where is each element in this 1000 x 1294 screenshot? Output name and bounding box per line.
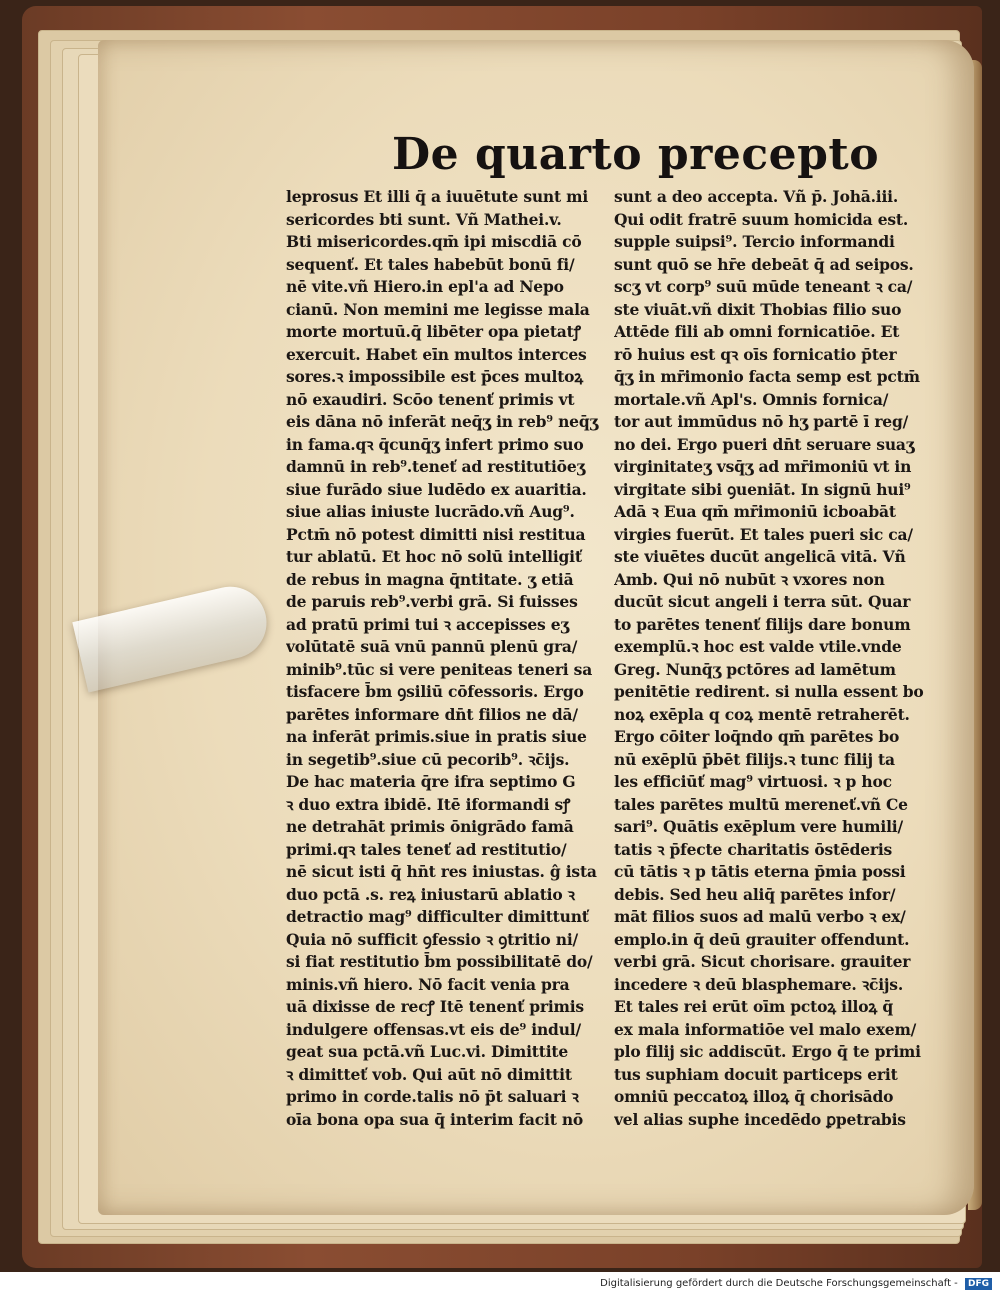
text-line: exemplū.ꝛ hoc est valde vtile.vnde	[614, 637, 902, 656]
text-line: noꝝ exēpla q coꝝ mentē retraherēt.	[614, 704, 910, 724]
text-line: ste viuētes ducūt angelicā vitā. Vñ	[614, 547, 906, 566]
text-line: sores.ꝛ impossibile est p̄ces multoꝝ	[286, 367, 584, 386]
text-line: vel alias suphe incedēdo ꝑpetrabis	[614, 1109, 906, 1129]
text-line: ne detrahāt primis ōnigrādo famā	[286, 817, 574, 836]
footer-credit	[600, 1274, 992, 1294]
text-line: De hac materia q̄re ifra septimo G	[286, 772, 576, 791]
text-line: tisfacere b̄m ꝯsiliū cōfessoris. Ergo	[286, 682, 584, 701]
text-line: Adā ꝛ Eua qm̄ mr̄imoniū icboabāt	[614, 502, 896, 521]
text-line: volūtatē suā vnū pannū plenū gra/	[286, 637, 578, 656]
text-line: nō exaudiri. Scōo tenenť primis vt	[286, 389, 575, 409]
text-line: Quia nō sufficit ꝯfessio ꝛ ꝯtritio ni/	[286, 929, 578, 949]
text-line: minib⁹.tūc si vere peniteas teneri sa	[286, 659, 593, 679]
text-line: no dei. Ergo pueri dn̄t seruare suaʒ	[614, 434, 915, 454]
text-line: uā dixisse de recꝭ Itē tenenť primis	[286, 997, 584, 1016]
text-line: morte mortuū.q̄ libēter opa pietatꝭ	[286, 322, 581, 341]
text-line: indulgere offensas.vt eis de⁹ indul/	[286, 1019, 581, 1039]
text-line: cū tātis ꝛ p tātis eterna p̄mia possi	[614, 862, 906, 881]
left-text-column	[286, 186, 608, 1129]
text-line: Bti misericordes.qm̄ ipi miscdiā cō	[286, 232, 582, 251]
text-line: penitētie redirent. si nulla essent bo	[614, 682, 924, 701]
text-line: virgitate sibi ꝯueniāt. In signū hui⁹	[614, 479, 911, 499]
text-line: de rebus in magna q̄ntitate. ʒ etiā	[286, 569, 574, 589]
text-line: eis dāna nō inferāt neq̄ʒ in reb⁹ neq̄ʒ	[286, 412, 599, 431]
text-line: sunt quō se hr̄e debeāt q̄ ad seipos.	[614, 254, 914, 274]
page-title: De quarto precepto	[392, 129, 880, 180]
text-line: māt filios suos ad malū verbo ꝛ ex/	[614, 907, 906, 926]
text-line: ꝛ duo extra ibidē. Itē iformandi sꝭ	[286, 794, 571, 814]
text-line: ste viuāt.vñ dixit Thobias filio suo	[614, 299, 902, 319]
text-line: siue furādo siue ludēdo ex auaritia.	[286, 479, 587, 499]
text-line: supple suipsi⁹. Tercio informandi	[614, 232, 895, 251]
text-line: exercuit. Habet eīn multos interces	[286, 344, 587, 364]
text-line: geat sua pctā.vñ Luc.vi. Dimittite	[286, 1042, 569, 1061]
text-line: cianū. Non memini me legisse mala	[286, 299, 590, 319]
text-line: tor aut immūdus nō hʒ partē ī reg/	[614, 412, 909, 431]
text-line: sericordes bti sunt. Vñ Mathei.v.	[286, 209, 562, 229]
text-line: de paruis reb⁹.verbi grā. Si fuisses	[286, 592, 578, 611]
text-line: tatis ꝛ p̄fecte charitatis ōstēderis	[614, 839, 893, 859]
dfg-logo: DFG	[965, 1278, 992, 1290]
text-line: leprosus Et illi q̄ a iuuētute sunt mi	[286, 187, 589, 206]
text-line: minis.vñ hiero. Nō facit venia pra	[286, 974, 570, 994]
text-line: to parētes tenenť filijs dare bonum	[614, 614, 911, 634]
text-line: les efficiūť mag⁹ virtuosi. ꝛ p hoc	[614, 772, 892, 791]
text-line: rō huius est qꝛ oīs fornicatio p̄ter	[614, 344, 897, 364]
text-line: sari⁹. Quātis exēplum vere humili/	[614, 817, 903, 836]
text-line: sunt a deo accepta. Vñ p̄. Johā.iii.	[614, 187, 899, 206]
text-line: Amb. Qui nō nubūt ꝛ vxores non	[614, 569, 885, 589]
text-line: omniū peccatoꝝ illoꝝ q̄ chorisādo	[614, 1087, 894, 1106]
text-line: q̄ʒ in mr̄imonio facta semp est pctm̄	[614, 367, 920, 386]
text-line: in segetib⁹.siue cū pecorib⁹. ꝛc̄ijs.	[286, 749, 570, 769]
right-text-column	[614, 186, 940, 1129]
text-line: Greg. Nunq̄ʒ pctōres ad lamētum	[614, 659, 896, 679]
footer-text: Digitalisierung gefördert durch die Deutsche Forschungsgemeinschaft -	[600, 1278, 958, 1289]
text-line: Pctm̄ nō potest dimitti nisi restitua	[286, 524, 586, 544]
text-line: debis. Sed heu aliq̄ parētes infor/	[614, 884, 896, 904]
text-line: emplo.in q̄ deū grauiter offendunt.	[614, 929, 910, 949]
text-line: primo in corde.talis nō p̄t saluari ꝛ	[286, 1087, 579, 1106]
glass-page-weight	[72, 580, 273, 693]
text-line: ducūt sicut angeli i terra sūt. Quar	[614, 592, 911, 611]
text-line: parētes informare dn̄t filios ne dā/	[286, 704, 578, 724]
text-line: ꝛ dimitteť vob. Qui aūt nō dimittit	[286, 1064, 572, 1084]
text-line: nē sicut isti q̄ hn̄t res iniustas. ĝ ista	[286, 862, 597, 881]
text-line: ad pratū primi tui ꝛ accepisses eʒ	[286, 614, 569, 634]
text-line: Qui odit fratrē suum homicida est.	[614, 209, 909, 229]
text-line: virginitateʒ vsq̄ʒ ad mr̄imoniū vt in	[614, 457, 912, 476]
text-line: scʒ vt corp⁹ suū mūde teneant ꝛ ca/	[614, 277, 913, 296]
text-line: na inferāt primis.siue in pratis siue	[286, 727, 587, 746]
text-line: tur ablatū. Et hoc nō solū intelligiť	[286, 547, 582, 566]
text-line: nē vite.vñ Hiero.in epl'a ad Nepo	[286, 277, 564, 296]
text-line: tales parētes multū mereneť.vñ Ce	[614, 794, 908, 814]
text-line: sequenť. Et tales habebūt bonū fi/	[286, 254, 575, 274]
text-line: verbi grā. Sicut chorisare. grauiter	[614, 952, 911, 971]
text-line: Et tales rei erūt oīm pctoꝝ illoꝝ q̄	[614, 997, 893, 1016]
text-line: plo filij sic addiscūt. Ergo q̄ te primi	[614, 1042, 921, 1061]
text-line: duo pctā .s. reꝝ iniustarū ablatio ꝛ	[286, 884, 575, 904]
text-line: tus suphiam docuit particeps erit	[614, 1064, 898, 1084]
text-line: in fama.qꝛ q̄cunq̄ʒ infert primo suo	[286, 434, 584, 454]
text-line: si fiat restitutio b̄m possibilitatē do/	[286, 952, 593, 971]
text-line: ex mala informatiōe vel malo exem/	[614, 1019, 917, 1039]
text-line: siue alias iniuste lucrādo.vñ Aug⁹.	[286, 502, 575, 521]
text-line: virgies fuerūt. Et tales pueri sic ca/	[614, 524, 913, 544]
text-line: detractio mag⁹ difficulter dimittunť	[286, 907, 589, 926]
text-line: nū exēplū p̄bēt filijs.ꝛ tunc filij ta	[614, 749, 895, 769]
text-line: mortale.vñ Apl's. Omnis fornica/	[614, 389, 889, 409]
text-line: primi.qꝛ tales teneť ad restitutio/	[286, 839, 567, 859]
text-line: oīa bona opa sua q̄ interim facit nō	[286, 1109, 584, 1129]
text-line: incedere ꝛ deū blasphemare. ꝛc̄ijs.	[614, 974, 904, 994]
text-line: Attēde fili ab omni fornicatiōe. Et	[614, 322, 900, 341]
text-line: Ergo cōiter loq̄ndo qm̄ parētes bo	[614, 727, 900, 746]
text-line: damnū in reb⁹.teneť ad restitutiōeʒ	[286, 457, 586, 476]
